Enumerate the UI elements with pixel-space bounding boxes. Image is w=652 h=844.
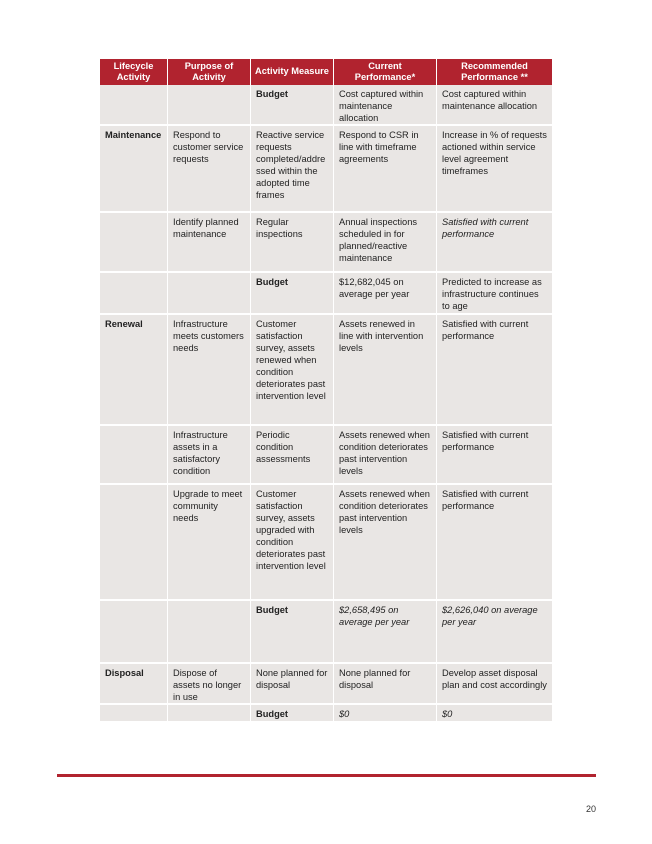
- table-row: [100, 85, 552, 126]
- header-recommended-performance: Recommended Performance **: [437, 59, 552, 85]
- table-cell: Respond to customer service requests: [168, 126, 250, 213]
- table-row: [100, 126, 552, 213]
- table-cell: Budget: [251, 85, 333, 126]
- table-cell: $0: [437, 705, 552, 723]
- table-cell: None planned for disposal: [251, 664, 333, 705]
- table-cell: [168, 85, 250, 126]
- table-cell: [100, 601, 167, 664]
- table-cell: Respond to CSR in line with timeframe agreements: [334, 126, 436, 213]
- table-cell: [100, 273, 167, 315]
- table-cell: None planned for disposal: [334, 664, 436, 705]
- table-cell: Assets renewed in line with intervention levels: [334, 315, 436, 426]
- table-cell: Satisfied with current performance: [437, 426, 552, 485]
- page-number: 20: [586, 804, 597, 814]
- footer-rule: [57, 774, 596, 777]
- table-cell: Customer satisfaction survey, assets renewed when condition deteriorates past intervention level: [251, 315, 333, 426]
- table-cell: Satisfied with current performance: [437, 485, 552, 601]
- table-cell: Budget: [251, 601, 333, 664]
- table-cell: [168, 705, 250, 723]
- table-cell: Annual inspections scheduled in for planned/reactive maintenance: [334, 213, 436, 273]
- table-cell: Budget: [251, 273, 333, 315]
- table-cell: [100, 213, 167, 273]
- header-purpose-of-activity: Purpose of Activity: [168, 59, 250, 85]
- table-cell: [168, 601, 250, 664]
- table-cell: $2,658,495 on average per year: [334, 601, 436, 664]
- table-cell: Predicted to increase as infrastructure continues to age: [437, 273, 552, 315]
- table-cell: $0: [334, 705, 436, 723]
- table-cell: Assets renewed when condition deteriorates past intervention levels: [334, 426, 436, 485]
- table-cell: Reactive service requests completed/addressed within the adopted time frames: [251, 126, 333, 213]
- table-row: [100, 213, 552, 273]
- header-lifecycle-activity: Lifecycle Activity: [100, 59, 167, 85]
- table-cell: $12,682,045 on average per year: [334, 273, 436, 315]
- table-row: [100, 485, 552, 601]
- table-cell: Satisfied with current performance: [437, 315, 552, 426]
- table-cell: [100, 426, 167, 485]
- table-cell: Maintenance: [100, 126, 167, 213]
- table-cell: [100, 705, 167, 723]
- table-cell: $2,626,040 on average per year: [437, 601, 552, 664]
- table-cell: [100, 485, 167, 601]
- table-header: [100, 59, 552, 85]
- table-cell: Budget: [251, 705, 333, 723]
- table-cell: [100, 85, 167, 126]
- table-cell: Cost captured within maintenance allocation: [437, 85, 552, 126]
- table-cell: Assets renewed when condition deteriorates past intervention levels: [334, 485, 436, 601]
- table-cell: Increase in % of requests actioned within service level agreement timeframes: [437, 126, 552, 213]
- table-row: [100, 426, 552, 485]
- table-cell: [168, 273, 250, 315]
- table-row: [100, 273, 552, 315]
- header-current-performance: Current Performance*: [334, 59, 436, 85]
- table-cell: Identify planned maintenance: [168, 213, 250, 273]
- table-row: [100, 705, 552, 723]
- table-cell: Regular inspections: [251, 213, 333, 273]
- table-cell: Renewal: [100, 315, 167, 426]
- table-cell: Infrastructure assets in a satisfactory condition: [168, 426, 250, 485]
- table-row: [100, 601, 552, 664]
- table-cell: Disposal: [100, 664, 167, 705]
- table-cell: Customer satisfaction survey, assets upgraded with condition deteriorates past intervention level: [251, 485, 333, 601]
- table-cell: Infrastructure meets customers needs: [168, 315, 250, 426]
- table-cell: Upgrade to meet community needs: [168, 485, 250, 601]
- table-row: [100, 315, 552, 426]
- service-levels-table: [99, 59, 553, 723]
- header-activity-measure: Activity Measure: [251, 59, 333, 85]
- table-cell: Dispose of assets no longer in use: [168, 664, 250, 705]
- table-cell: Periodic condition assessments: [251, 426, 333, 485]
- table-cell: Satisfied with current performance: [437, 213, 552, 273]
- table-cell: Cost captured within maintenance allocation: [334, 85, 436, 126]
- table-row: [100, 664, 552, 705]
- table-cell: Develop asset disposal plan and cost accordingly: [437, 664, 552, 705]
